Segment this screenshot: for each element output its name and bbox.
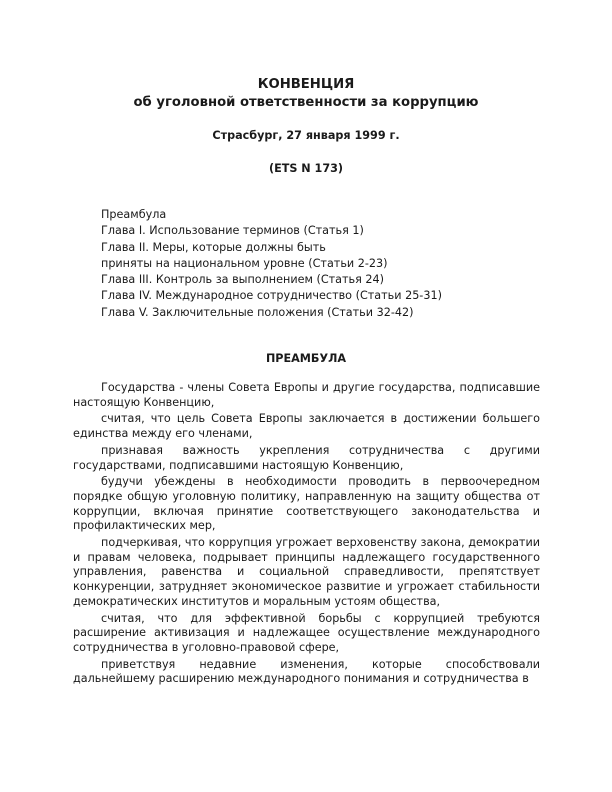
- preamble-body: [73, 381, 540, 689]
- table-of-contents: [101, 207, 561, 321]
- toc-item-chapter-2[interactable]: Глава II. Меры, которые должны быть: [101, 240, 326, 254]
- place-date: Страсбург, 27 января 1999 г.: [212, 129, 400, 142]
- toc-item-preamble[interactable]: Преамбула: [101, 208, 167, 221]
- toc-item-chapter-4[interactable]: Глава IV. Международное сотрудничество (Статьи 25-31): [101, 289, 442, 303]
- toc-item-chapter-2-cont[interactable]: приняты на национальном уровне (Статьи 2-23): [101, 256, 388, 270]
- section-heading: ПРЕАМБУЛА: [265, 352, 347, 365]
- paragraph: приветствуя недавние изменения, которые способствовали дальнейшему расширению международного понимания и сотрудничества в: [73, 657, 540, 686]
- toc-item-chapter-5[interactable]: Глава V. Заключительные положения (Статьи 32-42): [101, 305, 414, 319]
- paragraph: считая, что цель Совета Европы заключается в достижении большего единства между его членами,: [73, 412, 540, 441]
- paragraph: признавая важность укрепления сотрудничества с другими государствами, подписавшими настоящую Конвенцию,: [73, 443, 540, 472]
- ets-number: (ETS N 173): [268, 162, 344, 175]
- toc-item-chapter-1[interactable]: Глава I. Использование терминов (Статья 1): [101, 224, 364, 238]
- paragraph: считая, что для эффективной борьбы с коррупцией требуются расширение активизация и надлежащее осуществление международного сотрудничества в уголовно-правовой сфере,: [73, 611, 540, 654]
- toc-item-chapter-3[interactable]: Глава III. Контроль за выполнением (Статья 24): [101, 273, 385, 287]
- document-subtitle: об уголовной ответственности за коррупцию: [133, 95, 479, 110]
- paragraph: будучи убеждены в необходимости проводить в первоочередном порядке общую уголовную политику, направленную на защиту общества от коррупции, включая принятие соответствующего законодательства и профилактических мер,: [73, 475, 540, 533]
- paragraph: Государства - члены Совета Европы и другие государства, подписавшие настоящую Конвенцию,: [73, 381, 540, 409]
- paragraph: подчеркивая, что коррупция угрожает верховенству закона, демократии и правам человека, подрывает принципы надлежащего государственного управления, равенства и социальной справедливости, препятствует конкуренции, затрудняет экономическое развитие и угрожает стабильности демократических институтов и моральным устоям общества,: [73, 536, 540, 608]
- document-title: КОНВЕНЦИЯ: [257, 77, 355, 92]
